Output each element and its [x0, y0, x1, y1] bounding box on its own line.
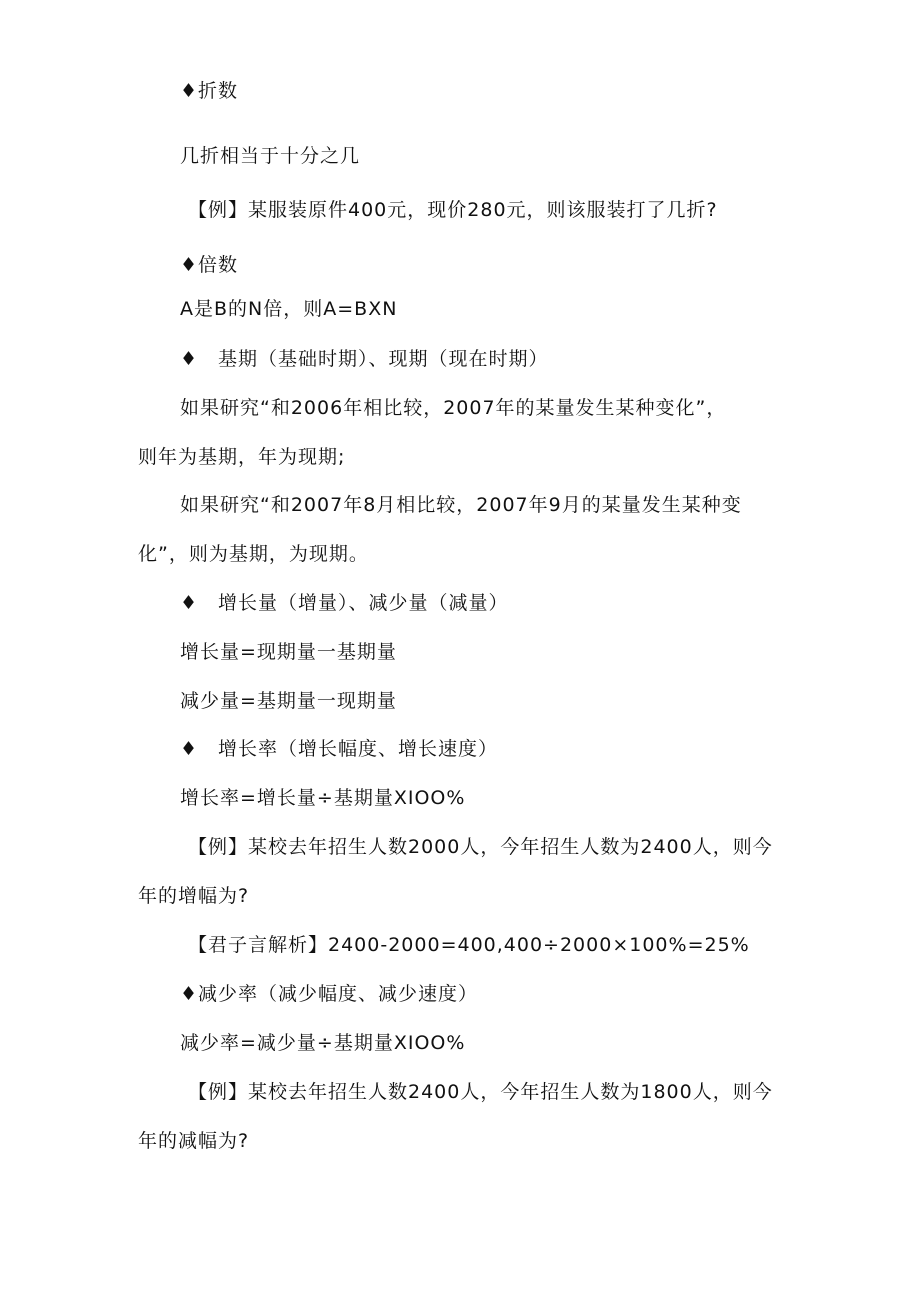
- decrease-formula: 减少量=基期量一现期量: [180, 690, 397, 712]
- heading-base-period: ♦ 基期（基础时期）、现期（现在时期）: [180, 348, 549, 370]
- example-growth-solution: 【君子言解析】2400-2000=400,400÷2000×100%=25%: [188, 934, 750, 956]
- heading-growth-rate: ♦ 增长率（增长幅度、增长速度）: [180, 738, 499, 760]
- example-decrease-question-end: 年的减幅为?: [138, 1130, 250, 1152]
- heading-increase-amount: ♦ 增长量（增量）、减少量（减量）: [180, 592, 509, 614]
- base-period-text-2: 则年为基期，年为现期;: [138, 446, 346, 468]
- decrease-rate-formula: 减少率=减少量÷基期量XIOO%: [180, 1032, 466, 1054]
- growth-rate-formula: 增长率=增长量÷基期量XIOO%: [180, 787, 466, 809]
- example-discount: 【例】某服装原件400元，现价280元，则该服装打了几折?: [188, 199, 718, 221]
- base-period-text-4: 化”，则为基期，为现期。: [138, 543, 369, 565]
- base-period-text-1: 如果研究“和2006年相比较，2007年的某量发生某种变化”，: [180, 397, 727, 419]
- base-period-text-3: 如果研究“和2007年8月相比较，2007年9月的某量发生某种变: [180, 494, 742, 516]
- increase-formula: 增长量=现期量一基期量: [180, 641, 397, 663]
- heading-discount: ♦折数: [180, 80, 239, 102]
- example-growth-question-end: 年的增幅为?: [138, 885, 250, 907]
- example-growth-question: 【例】某校去年招生人数2000人，今年招生人数为2400人，则今: [188, 836, 773, 858]
- example-decrease-question: 【例】某校去年招生人数2400人，今年招生人数为1800人，则今: [188, 1081, 773, 1103]
- heading-multiple: ♦倍数: [180, 254, 239, 276]
- multiple-formula: A是B的N倍，则A=BXN: [180, 298, 398, 320]
- discount-definition: 几折相当于十分之几: [180, 145, 361, 167]
- heading-decrease-rate: ♦减少率（减少幅度、减少速度）: [180, 983, 479, 1005]
